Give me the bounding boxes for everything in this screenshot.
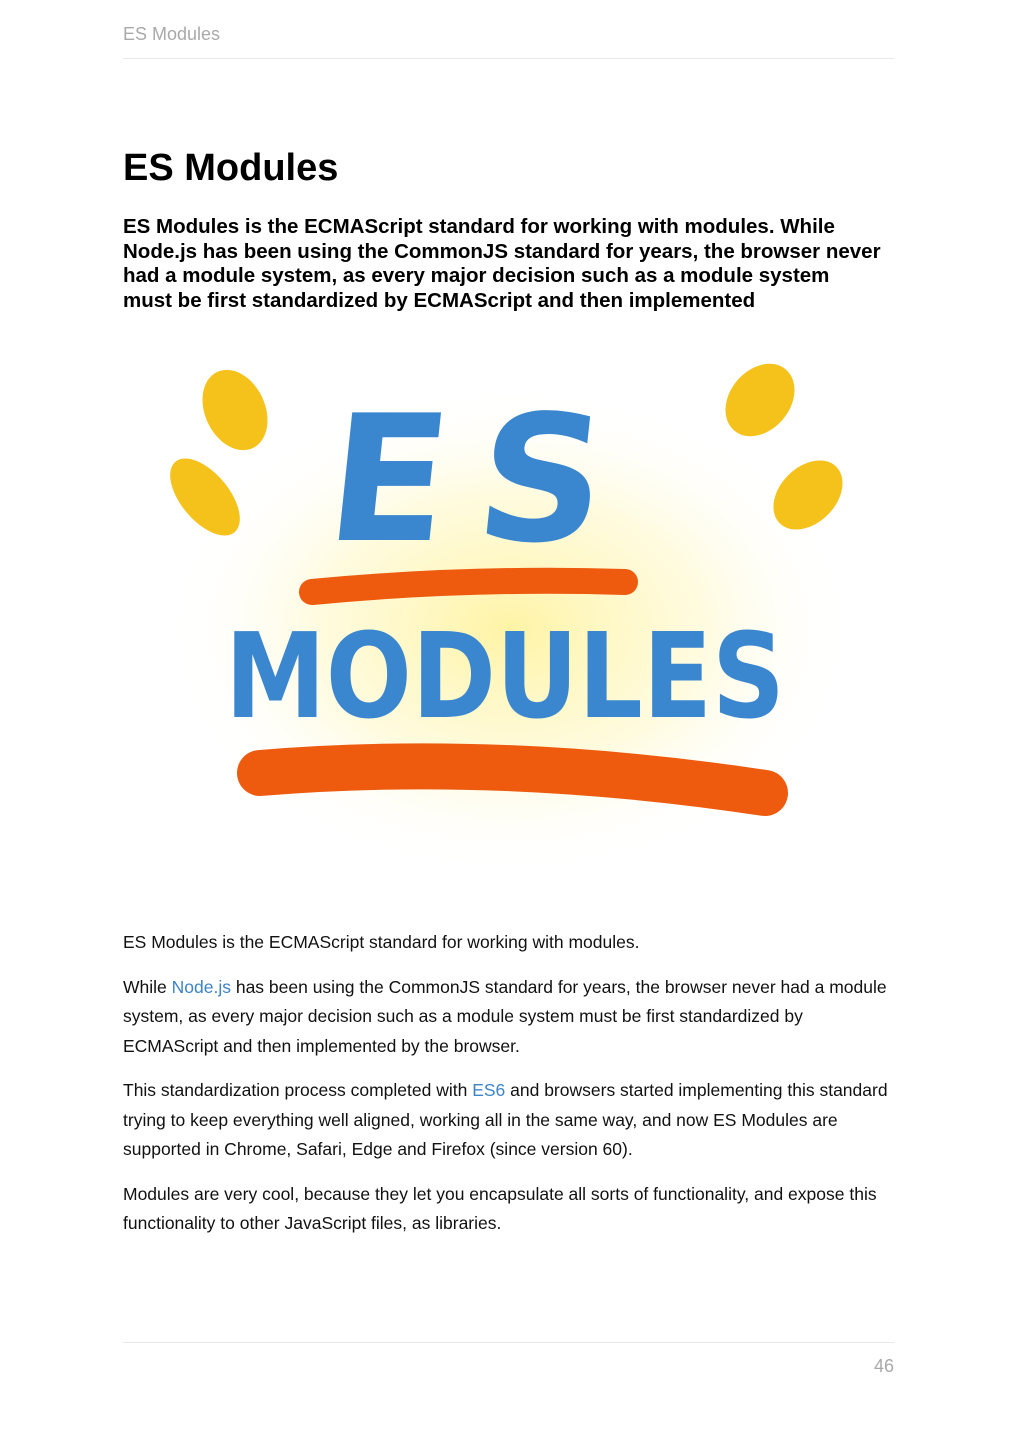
- es6-link[interactable]: ES6: [472, 1080, 506, 1100]
- running-header: [123, 24, 894, 59]
- running-header-title: ES Modules: [123, 24, 221, 44]
- es-modules-illustration: [150, 355, 870, 875]
- footer-divider: [123, 1342, 894, 1343]
- nodejs-link[interactable]: Node.js: [171, 976, 231, 997]
- body-text: [123, 928, 894, 1254]
- underline-long: [260, 766, 765, 793]
- spark-right-upper: [711, 355, 808, 450]
- page-number: 46: [873, 1356, 894, 1376]
- underline-short: [312, 581, 625, 592]
- illustration-line1: ES: [318, 378, 646, 582]
- paragraph-2: [123, 973, 894, 1062]
- paragraph-1: [123, 928, 894, 958]
- page-title: ES Modules: [123, 147, 339, 189]
- paragraph-2-before: While: [123, 976, 172, 997]
- paragraph-4: [123, 1180, 894, 1239]
- paragraph-2-after: has been using the CommonJS standard for years, the browser never had a module system, as every major decision such as a module system must be first standardized by ECMAScript and then implemented by the browser.: [123, 976, 887, 1056]
- paragraph-1-text: ES Modules is the ECMAScript standard for working with modules.: [123, 932, 640, 952]
- paragraph-3: [123, 1076, 894, 1165]
- lead-paragraph: ES Modules is the ECMAScript standard for working with modules. While Node.js has been using the CommonJS standard for years, the browser never had a module system, as every major decision such as a module system must be first standardized by ECMAScript and then implemented: [123, 215, 881, 312]
- illustration-line2: MODULES: [225, 607, 785, 745]
- paragraph-3-before: This standardization process completed with: [123, 1080, 473, 1100]
- paragraph-3-after: and browsers started implementing this standard trying to keep everything well aligned, working all in the same way, and now ES Modules are supported in Chrome, Safari, Edge and Firefox (since version 60).: [123, 1080, 888, 1159]
- paragraph-4-text: Modules are very cool, because they let you encapsulate all sorts of functionality, and expose this functionality to other JavaScript files, as libraries.: [123, 1183, 877, 1233]
- spark-left-upper: [190, 359, 280, 460]
